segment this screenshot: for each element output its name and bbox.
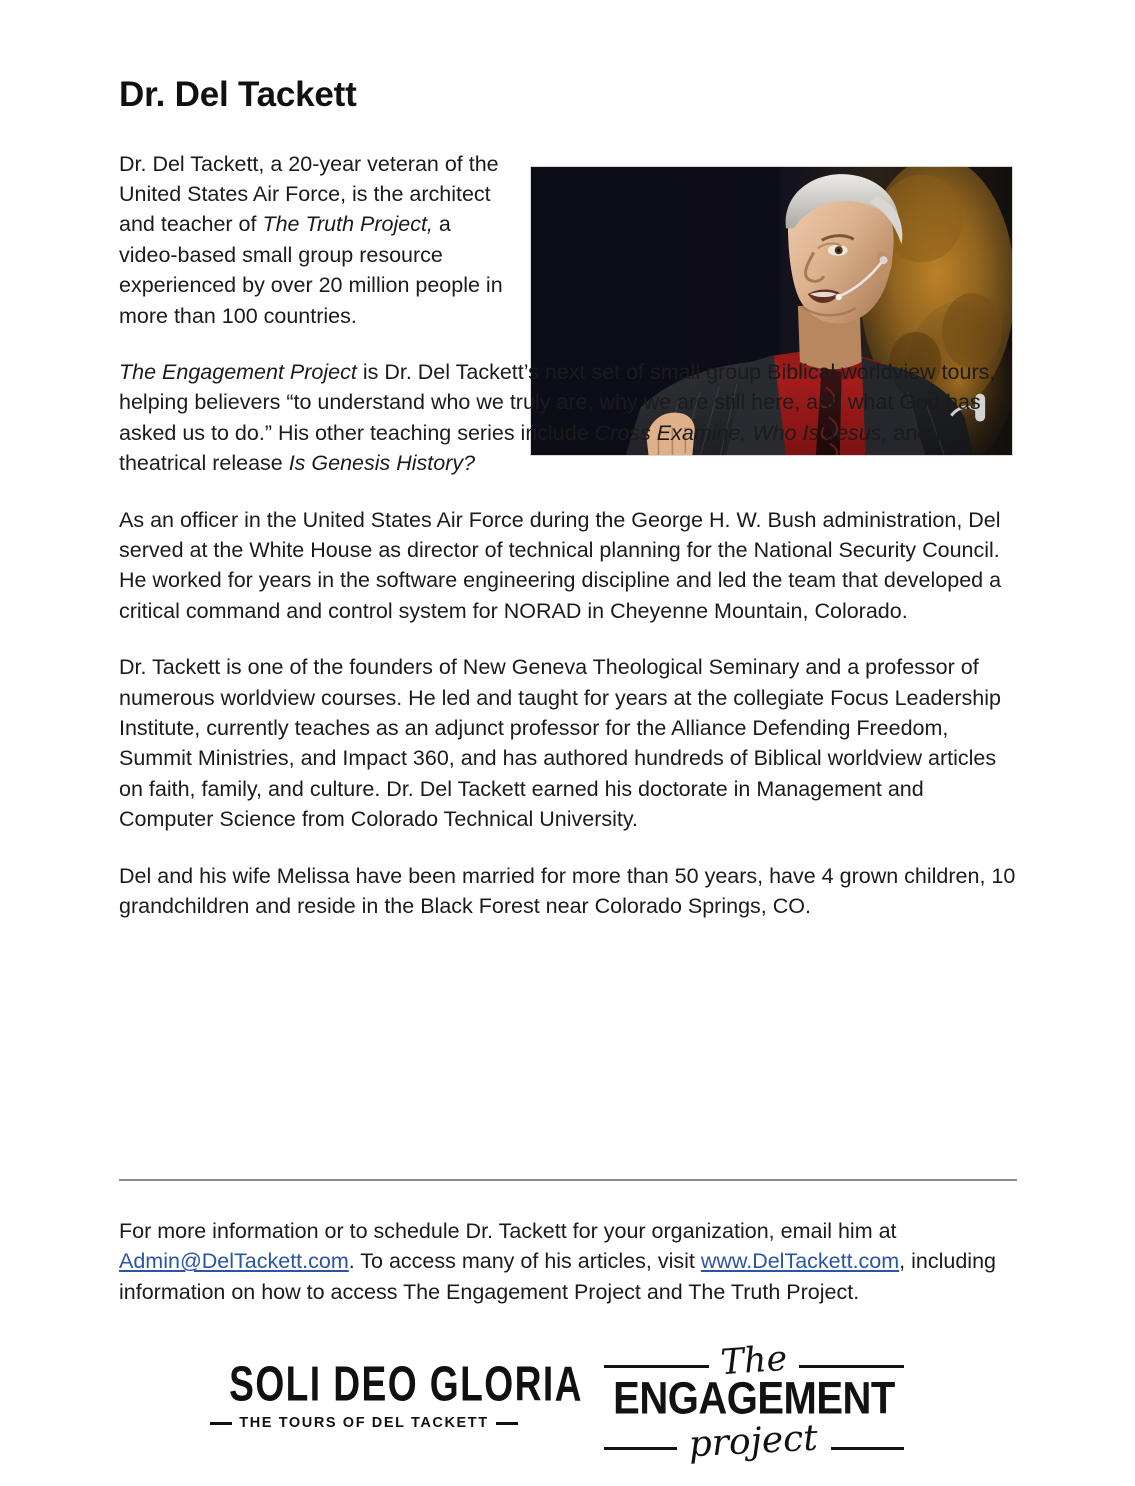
engagement-rule-bottom-left-icon xyxy=(604,1447,677,1450)
p2-italic-is-genesis-history: Is Genesis History? xyxy=(288,451,476,476)
website-link[interactable]: www.DelTackett.com xyxy=(700,1249,900,1274)
paragraph-academic-career: Dr. Tackett is one of the founders of New Geneva Theological Seminary and a professor of numerous worldview courses. He led and taught for years at the collegiate Focus Leadership Institute, currently teaches as an adjunct professor for the Alliance Defending Freedom, Summit Ministries, and Impact 360, and has authored hundreds of Biblical worldview articles on faith, family, and culture. Dr. Del Tackett earned his doctorate in Management and Computer Science from Colorado Technical University. xyxy=(119,655,1001,832)
soli-deo-gloria-subtitle: THE TOURS OF DEL TACKETT xyxy=(239,1415,489,1431)
p1-part1: Dr. Del Tackett, a 20-year veteran of the United States Air Force, is the architect and teacher of xyxy=(119,151,499,237)
contact-middle: . To access many of his articles, visit xyxy=(348,1249,701,1274)
engagement-project-logo xyxy=(604,1318,904,1478)
article-text xyxy=(119,149,1017,922)
paragraph-intro xyxy=(119,149,515,331)
p2-italic-engagement-project: The Engagement Project xyxy=(119,359,357,384)
soli-deo-gloria-wordmark: SOLI DEO GLORIA xyxy=(229,1357,583,1412)
rule-left-icon xyxy=(210,1422,232,1425)
contact-tail: , including information on how to access The Engagement Project and The Truth Project. xyxy=(119,1249,996,1304)
soli-deo-gloria-logo xyxy=(219,1357,583,1431)
p2-part1: is Dr. Del Tackett’s next set of small group Biblical worldview tours, helping believers “to understand who we truly are, why we are still here, and what God has asked us to do.” His other teaching series include xyxy=(119,359,996,445)
email-link[interactable]: Admin@DelTackett.com xyxy=(119,1249,349,1274)
paragraph-family: Del and his wife Melissa have been married for more than 50 years, have 4 grown children, 10 grandchildren and reside in the Black Forest near Colorado Springs, CO. xyxy=(119,863,1016,919)
p1-italic-truth-project: The Truth Project, xyxy=(262,212,433,237)
section-divider xyxy=(119,1179,1017,1181)
engagement-script-project: project xyxy=(688,1417,820,1466)
paragraph-air-force-career: As an officer in the United States Air Force during the George H. W. Bush administration, Del served at the White House as director of technical planning for the National Security Council. He worked for years in the software engineering discipline and led the team that developed a critical command and control system for NORAD in Cheyenne Mountain, Colorado. xyxy=(119,507,1002,623)
rule-right-icon xyxy=(496,1422,518,1425)
p2-part2: and the theatrical release xyxy=(119,420,966,476)
engagement-wordmark: ENGAGEMENT xyxy=(613,1373,895,1424)
page-title: Dr. Del Tackett xyxy=(119,75,357,114)
engagement-rule-bottom-right-icon xyxy=(831,1447,904,1450)
engagement-script-the: The xyxy=(719,1338,789,1384)
contact-lead: For more information or to schedule Dr. Tackett for your organization, email him at xyxy=(119,1219,897,1243)
engagement-bottom-row xyxy=(604,1417,904,1472)
p1-part2: a video-based small group resource experienced by over 20 million people in more than 100 countries. xyxy=(119,212,503,328)
contact-note xyxy=(119,1216,1017,1307)
logo-row xyxy=(119,1318,1017,1478)
document-body xyxy=(119,76,1017,921)
engagement-rule-right-icon xyxy=(799,1365,904,1368)
paragraph-engagement-project xyxy=(119,357,1017,479)
soli-deo-gloria-subtitle-row xyxy=(219,1415,509,1431)
p2-italic-cross-examine: Cross Examine, Who Is Jesus, xyxy=(594,420,888,445)
engagement-rule-left-icon xyxy=(604,1365,709,1368)
